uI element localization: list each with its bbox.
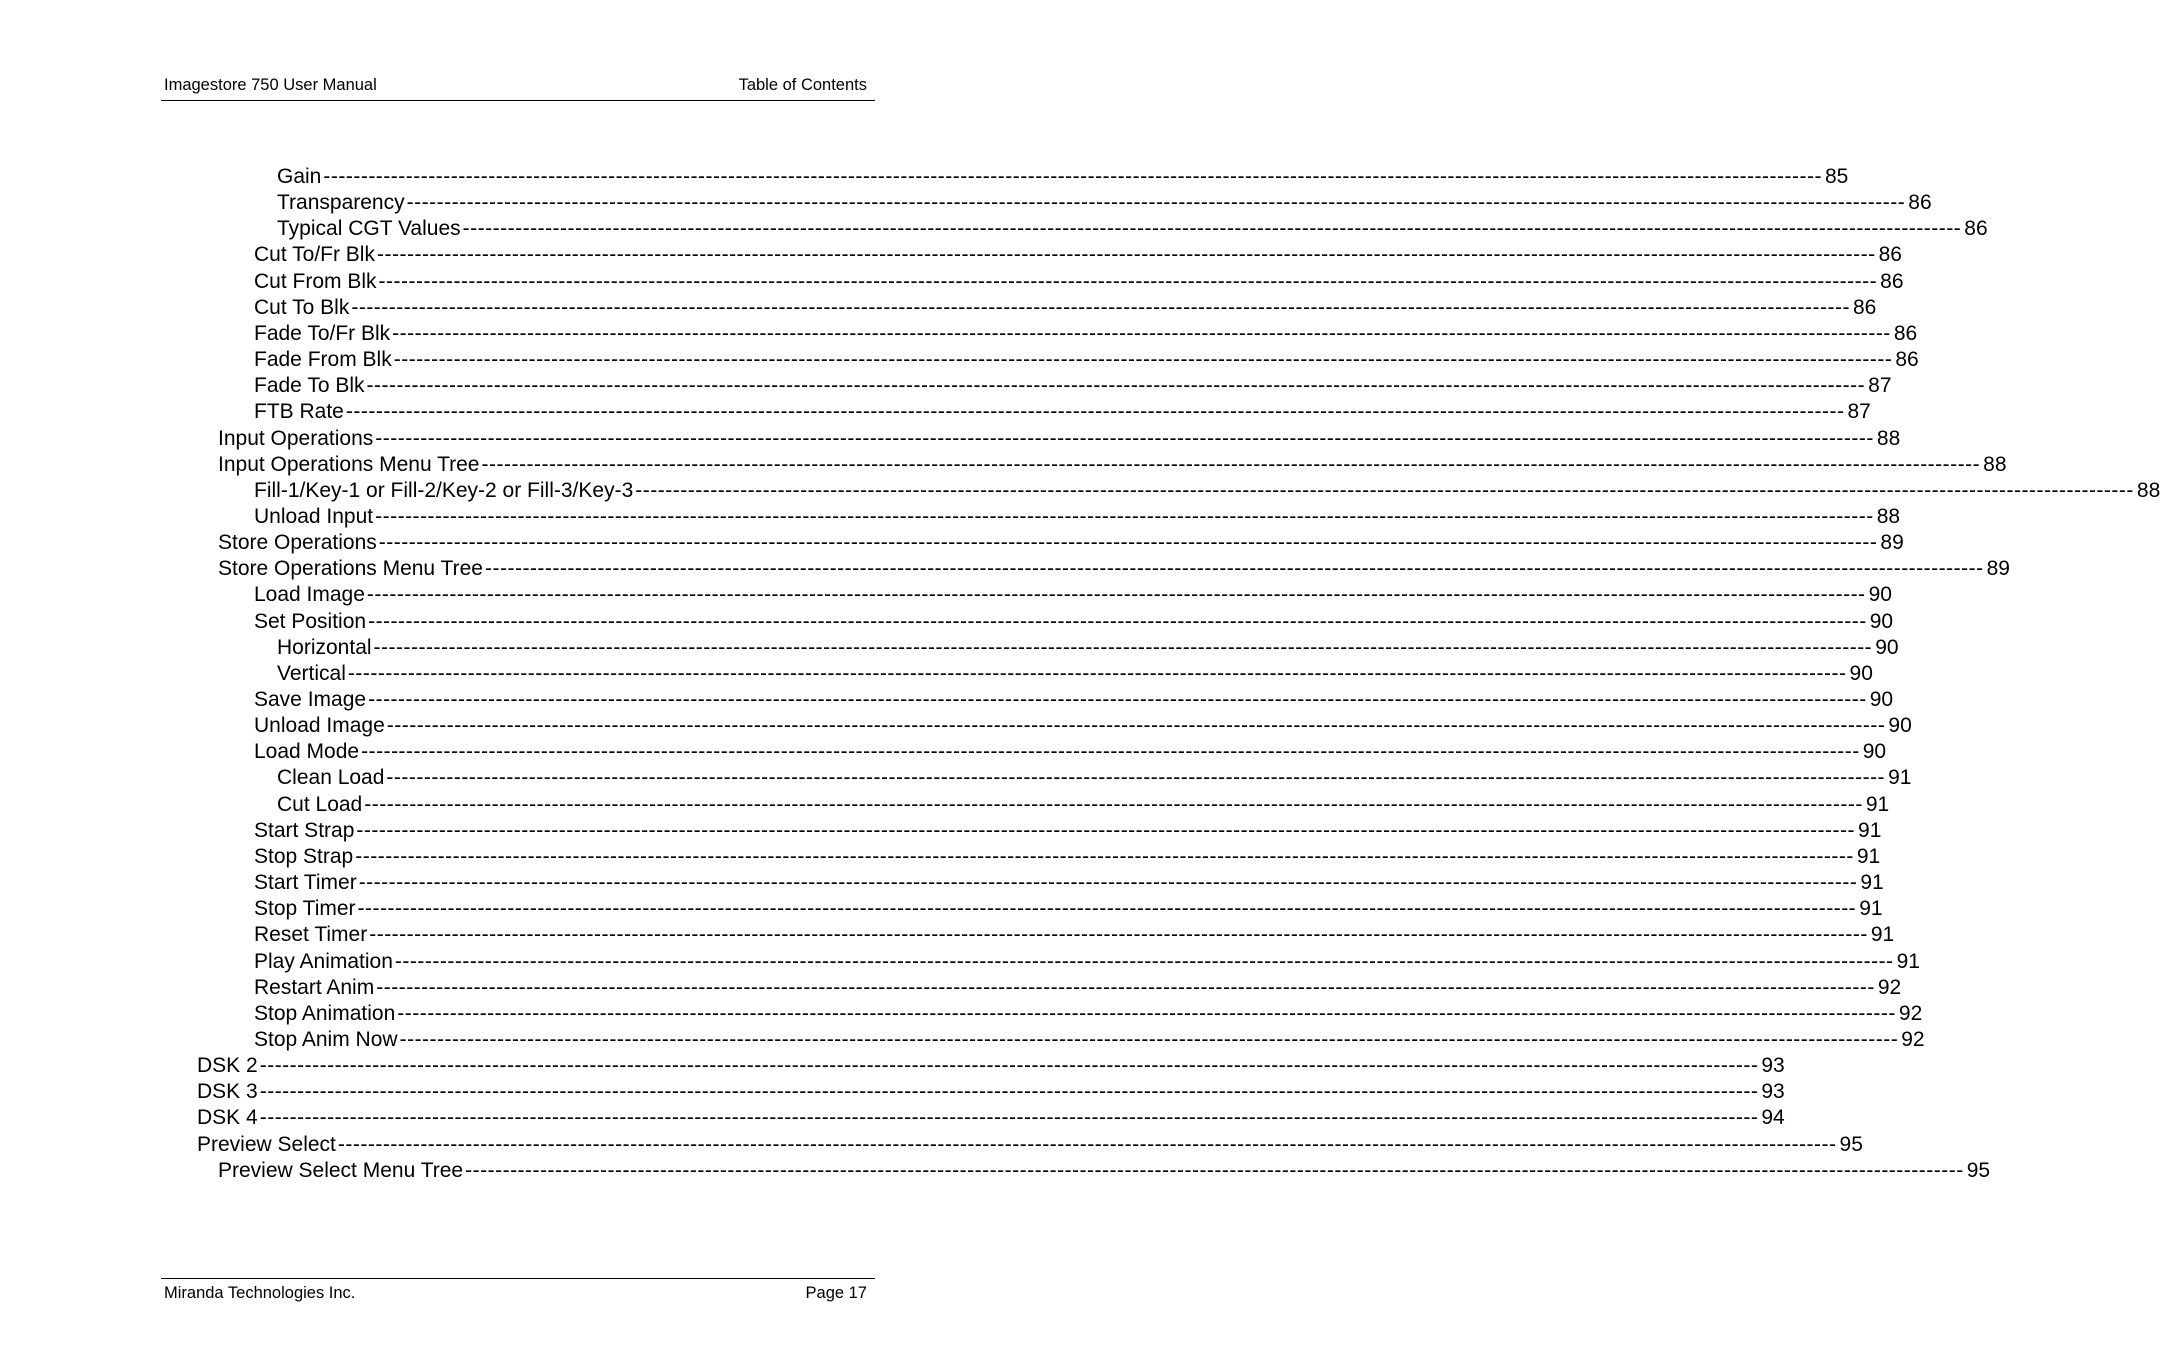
toc-entry-title: Set Position [254,610,367,633]
toc-entry-title: Restart Anim [254,976,375,999]
toc-entry-page: 89 [1986,557,2010,580]
toc-dot-leader: -------------------------------------------------------------------------------------------------------------------------------------------------------------------------------------------------------- [366,583,1866,606]
toc-entry-title: Fade To/Fr Blk [254,322,391,345]
toc-entry-title: Play Animation [254,950,393,973]
toc-entry-title: Save Image [254,688,367,711]
toc-entry[interactable] [254,949,1920,975]
toc-entry-page: 94 [1761,1106,1785,1129]
toc-entry[interactable] [218,426,1901,452]
toc-dot-leader: -------------------------------------------------------------------------------------------------------------------------------------------------------------------------------------------------------- [399,1028,1899,1051]
toc-entry[interactable] [197,1053,1785,1079]
toc-entry-title: Typical CGT Values [277,217,461,240]
toc-dot-leader: -------------------------------------------------------------------------------------------------------------------------------------------------------------------------------------------------------- [378,270,1878,293]
toc-entry-page: 90 [1869,610,1894,633]
toc-entry-title: Store Operations [218,531,377,554]
toc-entry-title: Stop Timer [254,897,356,920]
toc-entry[interactable] [254,975,1902,1001]
toc-entry[interactable] [254,870,1884,896]
toc-dot-leader: -------------------------------------------------------------------------------------------------------------------------------------------------------------------------------------------------------- [376,243,1876,266]
toc-dot-leader: -------------------------------------------------------------------------------------------------------------------------------------------------------------------------------------------------------- [393,348,1893,371]
toc-entry[interactable] [197,1079,1785,1105]
toc-entry-title: Start Timer [254,871,357,894]
toc-entry-title: Store Operations Menu Tree [218,557,483,580]
toc-entry-title: Load Image [254,583,365,606]
toc-entry[interactable] [277,792,1890,818]
toc-entry-page: 92 [1901,1028,1925,1051]
toc-entry[interactable] [254,713,1912,739]
toc-dot-leader: -------------------------------------------------------------------------------------------------------------------------------------------------------------------------------------------------------- [378,531,1878,554]
toc-entry[interactable] [254,896,1883,922]
toc-entry[interactable] [254,739,1887,765]
toc-entry-title: FTB Rate [254,400,344,423]
toc-dot-leader: -------------------------------------------------------------------------------------------------------------------------------------------------------------------------------------------------------- [323,165,1822,188]
toc-entry[interactable] [254,687,1894,713]
toc-entry-title: Stop Strap [254,845,354,868]
toc-dot-leader: -------------------------------------------------------------------------------------------------------------------------------------------------------------------------------------------------------- [481,453,1981,476]
toc-entry-page: 88 [1876,427,1901,450]
toc-dot-leader: -------------------------------------------------------------------------------------------------------------------------------------------------------------------------------------------------------- [356,819,1856,842]
toc-dot-leader: -------------------------------------------------------------------------------------------------------------------------------------------------------------------------------------------------------- [392,322,1891,345]
toc-entry-page: 92 [1898,1002,1923,1025]
toc-entry-page: 91 [1859,897,1883,920]
toc-dot-leader: -------------------------------------------------------------------------------------------------------------------------------------------------------------------------------------------------------- [635,479,2134,502]
toc-dot-leader: -------------------------------------------------------------------------------------------------------------------------------------------------------------------------------------------------------- [465,1159,1964,1182]
toc-entry[interactable] [277,216,1988,242]
toc-dot-leader: -------------------------------------------------------------------------------------------------------------------------------------------------------------------------------------------------------- [366,374,1866,397]
toc-entry[interactable] [277,661,1873,687]
toc-entry-page: 87 [1868,374,1892,397]
toc-entry-page: 91 [1888,766,1912,789]
toc-entry[interactable] [277,190,1932,216]
toc-entry-title: Cut From Blk [254,270,377,293]
toc-entry-page: 93 [1761,1080,1785,1103]
toc-dot-leader: -------------------------------------------------------------------------------------------------------------------------------------------------------------------------------------------------------- [259,1106,1759,1129]
toc-entry-page: 86 [1878,243,1902,266]
toc-entry-title: Clean Load [277,766,385,789]
toc-entry-title: Input Operations [218,427,374,450]
toc-entry[interactable] [254,582,1892,608]
toc-entry-title: Vertical [277,662,346,685]
toc-dot-leader: -------------------------------------------------------------------------------------------------------------------------------------------------------------------------------------------------------- [351,296,1850,319]
toc-entry[interactable] [254,478,2160,504]
toc-entry-page: 91 [1860,871,1884,894]
header-document-title: Imagestore 750 User Manual [164,76,377,94]
toc-entry-page: 86 [1852,296,1877,319]
toc-entry-title: Horizontal [277,636,372,659]
toc-dot-leader: -------------------------------------------------------------------------------------------------------------------------------------------------------------------------------------------------------- [386,766,1886,789]
toc-entry-title: Unload Input [254,505,374,528]
toc-entry-page: 89 [1880,531,1904,554]
toc-entry-page: 86 [1908,191,1932,214]
toc-dot-leader: -------------------------------------------------------------------------------------------------------------------------------------------------------------------------------------------------------- [406,191,1906,214]
toc-entry[interactable] [254,504,1901,530]
toc-entry-page: 86 [1893,322,1918,345]
toc-dot-leader: -------------------------------------------------------------------------------------------------------------------------------------------------------------------------------------------------------- [369,923,1868,946]
toc-entry[interactable] [277,635,1899,661]
toc-entry[interactable] [254,321,1918,347]
toc-entry-title: Fade From Blk [254,348,392,371]
toc-entry-title: Stop Animation [254,1002,396,1025]
toc-entry-page: 91 [1856,845,1881,868]
toc-entry-page: 91 [1870,923,1895,946]
toc-entry-page: 85 [1825,165,1849,188]
toc-entry[interactable] [254,922,1895,948]
toc-entry-page: 90 [1849,662,1873,685]
toc-entry-page: 88 [1876,505,1901,528]
toc-entry-page: 91 [1896,950,1920,973]
footer-page-number: Page 17 [805,1284,867,1302]
toc-entry-page: 88 [1983,453,2007,476]
toc-entry-title: Stop Anim Now [254,1028,398,1051]
toc-entry-page: 91 [1865,793,1890,816]
toc-dot-leader: -------------------------------------------------------------------------------------------------------------------------------------------------------------------------------------------------------- [345,400,1845,423]
toc-dot-leader: -------------------------------------------------------------------------------------------------------------------------------------------------------------------------------------------------------- [394,950,1894,973]
toc-dot-leader: -------------------------------------------------------------------------------------------------------------------------------------------------------------------------------------------------------- [462,217,1962,240]
toc-dot-leader: -------------------------------------------------------------------------------------------------------------------------------------------------------------------------------------------------------- [355,845,1854,868]
toc-entry[interactable] [254,609,1894,635]
toc-dot-leader: -------------------------------------------------------------------------------------------------------------------------------------------------------------------------------------------------------- [259,1054,1759,1077]
toc-entry-title: Preview Select [197,1133,336,1156]
toc-entry-page: 95 [1839,1133,1863,1156]
toc-entry-title: Reset Timer [254,923,368,946]
toc-entry[interactable] [254,295,1877,321]
toc-entry-title: Load Mode [254,740,360,763]
toc-dot-leader: -------------------------------------------------------------------------------------------------------------------------------------------------------------------------------------------------------- [376,976,1875,999]
toc-entry-page: 86 [1964,217,1988,240]
toc-dot-leader: -------------------------------------------------------------------------------------------------------------------------------------------------------------------------------------------------------- [364,793,1863,816]
toc-entry[interactable] [254,347,1919,373]
toc-dot-leader: -------------------------------------------------------------------------------------------------------------------------------------------------------------------------------------------------------- [484,557,1984,580]
toc-dot-leader: -------------------------------------------------------------------------------------------------------------------------------------------------------------------------------------------------------- [375,427,1874,450]
toc-dot-leader: -------------------------------------------------------------------------------------------------------------------------------------------------------------------------------------------------------- [368,688,1867,711]
toc-entry-title: DSK 4 [197,1106,258,1129]
toc-entry[interactable] [277,765,1912,791]
toc-entry[interactable] [277,164,1849,190]
toc-entry-title: Fill-1/Key-1 or Fill-2/Key-2 or Fill-3/Key-3 [254,479,634,502]
toc-entry-page: 88 [2136,479,2160,502]
toc-dot-leader: -------------------------------------------------------------------------------------------------------------------------------------------------------------------------------------------------------- [358,871,1858,894]
toc-dot-leader: -------------------------------------------------------------------------------------------------------------------------------------------------------------------------------------------------------- [357,897,1857,920]
toc-dot-leader: -------------------------------------------------------------------------------------------------------------------------------------------------------------------------------------------------------- [373,636,1873,659]
toc-entry-page: 90 [1862,740,1887,763]
toc-entry-title: Cut Load [277,793,363,816]
toc-entry-title: Start Strap [254,819,355,842]
toc-entry-page: 90 [1875,636,1899,659]
toc-dot-leader: -------------------------------------------------------------------------------------------------------------------------------------------------------------------------------------------------------- [259,1080,1759,1103]
toc-entry-page: 91 [1858,819,1882,842]
toc-entry[interactable] [218,1158,1991,1184]
header-section-title: Table of Contents [738,76,867,94]
toc-entry[interactable] [218,556,2010,582]
toc-entry[interactable] [254,844,1881,870]
toc-entry[interactable] [218,452,2007,478]
toc-entry-page: 87 [1847,400,1871,423]
toc-entry[interactable] [254,269,1904,295]
footer-company: Miranda Technologies Inc. [164,1284,356,1302]
toc-entry[interactable] [197,1105,1785,1131]
toc-entry[interactable] [254,399,1871,425]
toc-dot-leader: -------------------------------------------------------------------------------------------------------------------------------------------------------------------------------------------------------- [386,714,1886,737]
toc-entry-page: 90 [1868,583,1892,606]
toc-entry-page: 95 [1966,1159,1991,1182]
toc-dot-leader: -------------------------------------------------------------------------------------------------------------------------------------------------------------------------------------------------------- [375,505,1874,528]
toc-entry[interactable] [254,242,1902,268]
toc-entry[interactable] [197,1132,1863,1158]
toc-entry-page: 90 [1888,714,1912,737]
toc-entry-title: Transparency [277,191,405,214]
toc-dot-leader: -------------------------------------------------------------------------------------------------------------------------------------------------------------------------------------------------------- [397,1002,1896,1025]
toc-entry-page: 86 [1895,348,1919,371]
toc-entry[interactable] [254,1027,1925,1053]
toc-entry-title: DSK 2 [197,1054,258,1077]
toc-entry-title: Unload Image [254,714,385,737]
page-header [161,76,875,101]
toc-dot-leader: -------------------------------------------------------------------------------------------------------------------------------------------------------------------------------------------------------- [347,662,1847,685]
toc-entry-title: Preview Select Menu Tree [218,1159,464,1182]
toc-entry[interactable] [254,1001,1923,1027]
toc-dot-leader: -------------------------------------------------------------------------------------------------------------------------------------------------------------------------------------------------------- [337,1133,1837,1156]
toc-entry-page: 86 [1880,270,1904,293]
toc-entry-page: 90 [1869,688,1894,711]
toc-entry-page: 93 [1761,1054,1785,1077]
toc-dot-leader: -------------------------------------------------------------------------------------------------------------------------------------------------------------------------------------------------------- [368,610,1867,633]
toc-entry[interactable] [218,530,1904,556]
toc-entry-title: Cut To Blk [254,296,350,319]
toc-entry-title: Cut To/Fr Blk [254,243,375,266]
toc-entry[interactable] [254,373,1892,399]
toc-entry-title: DSK 3 [197,1080,258,1103]
toc-dot-leader: -------------------------------------------------------------------------------------------------------------------------------------------------------------------------------------------------------- [361,740,1860,763]
toc-entry[interactable] [254,818,1882,844]
toc-entry-page: 92 [1877,976,1902,999]
toc-entry-title: Input Operations Menu Tree [218,453,480,476]
toc-entry-title: Gain [277,165,322,188]
toc-entry-title: Fade To Blk [254,374,365,397]
page-footer [161,1278,875,1305]
